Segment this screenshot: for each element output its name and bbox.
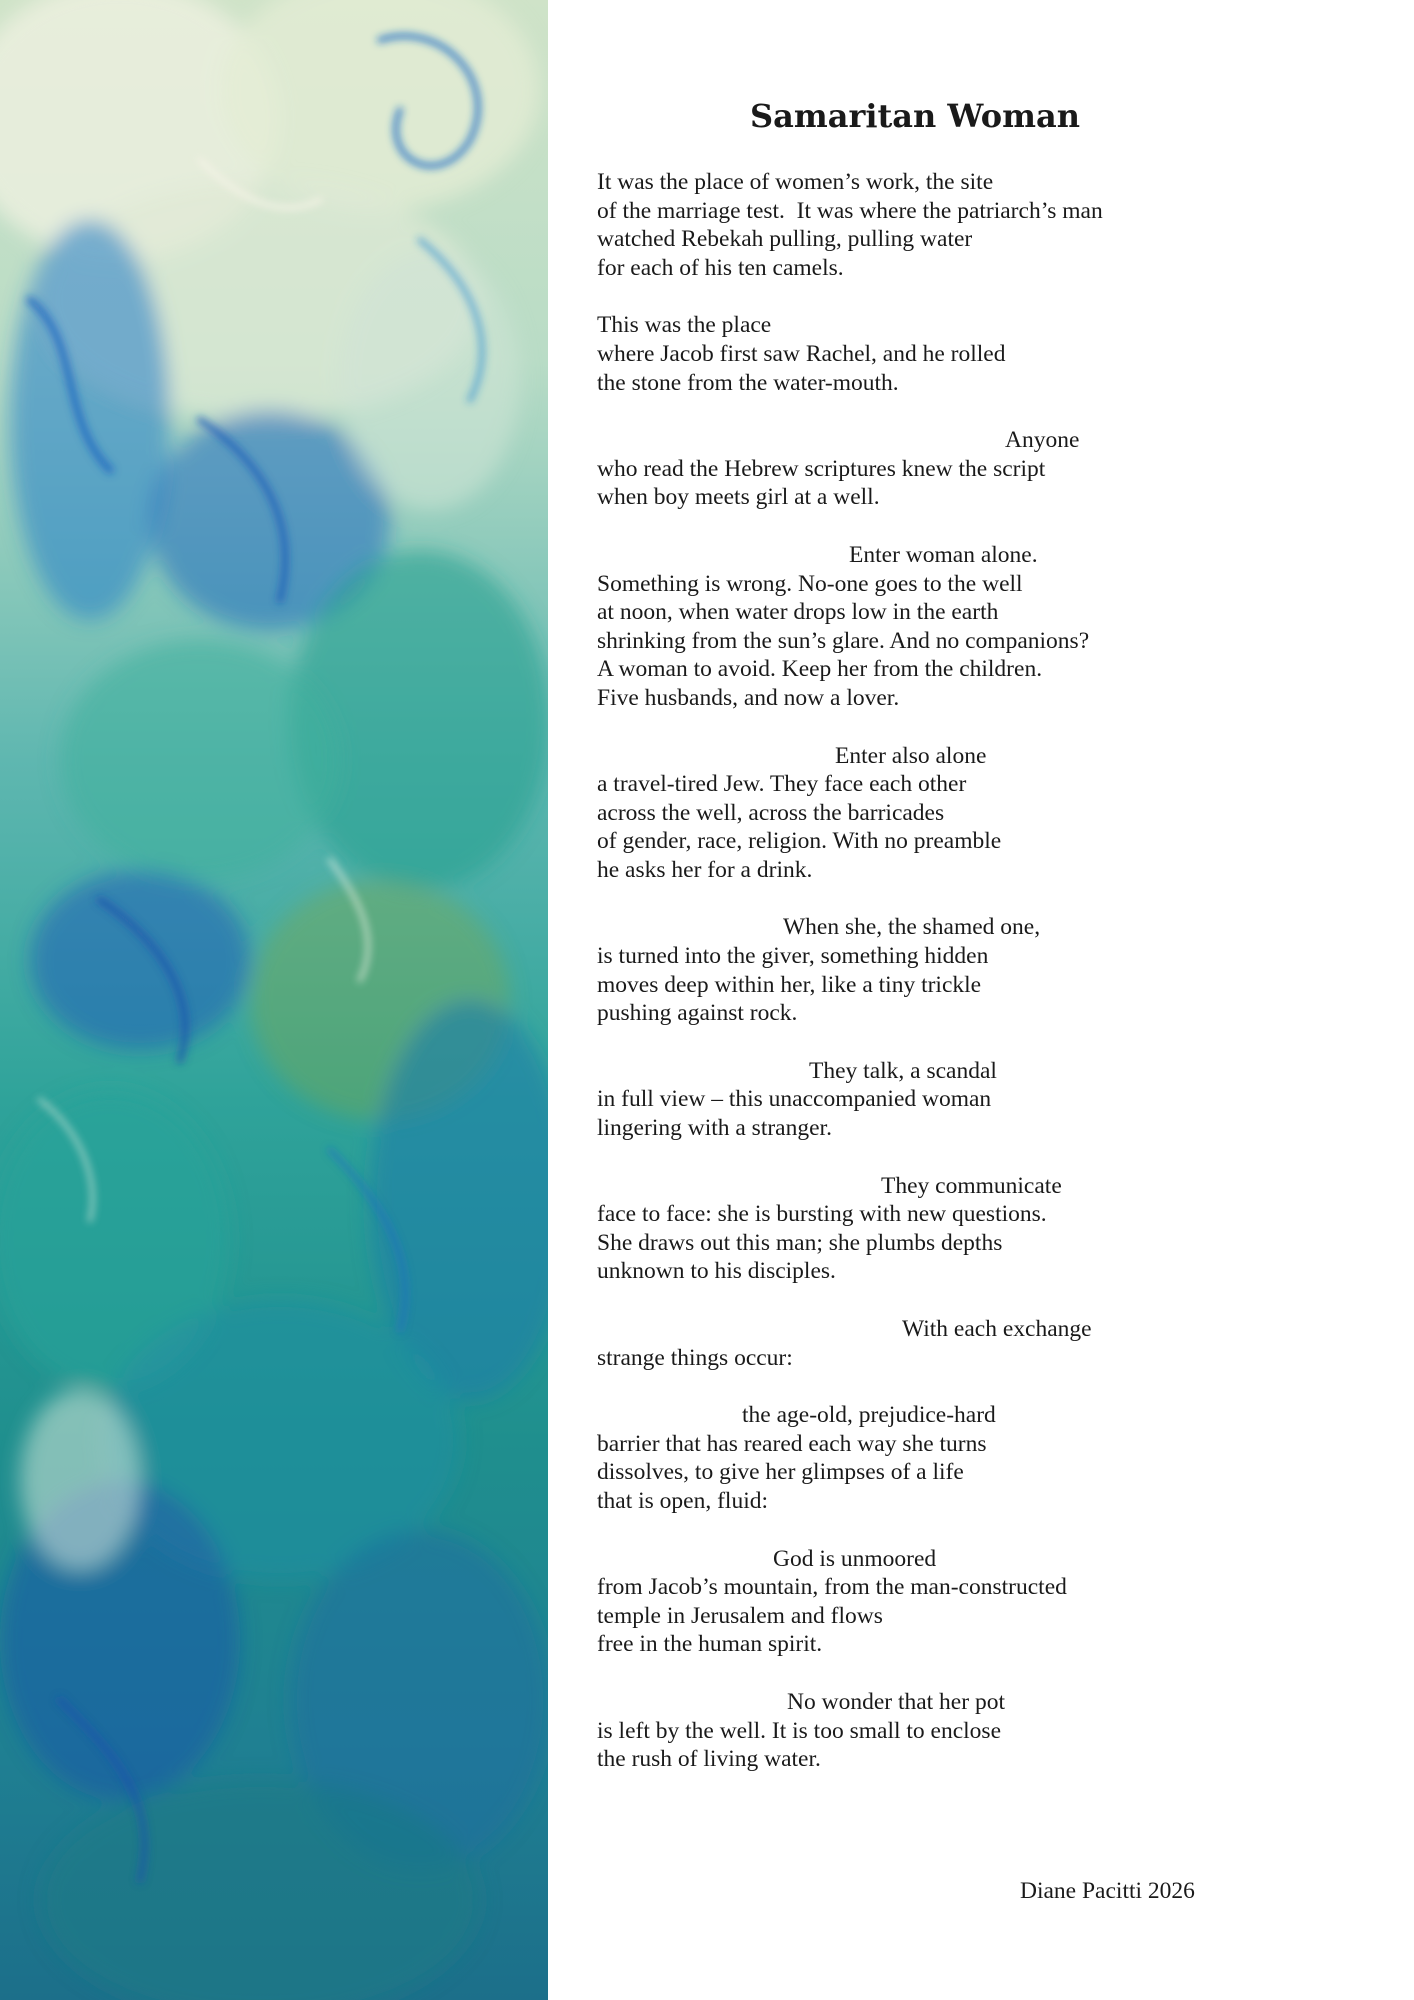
poem-line: It was the place of women’s work, the site (597, 169, 994, 195)
stanza (597, 168, 1377, 282)
poem-line: the age-old, prejudice-hard (742, 1402, 996, 1429)
poem-line: Enter woman alone. (849, 541, 1038, 568)
poem-line: Something is wrong. No-one goes to the well (597, 570, 1023, 597)
poem-line: that is open, fluid: (597, 1487, 769, 1514)
poem-line: watched Rebekah pulling, pulling water (597, 226, 973, 253)
poem-line: in full view – this unaccompanied woman (597, 1086, 992, 1113)
painting-texture (0, 0, 548, 2000)
poem (597, 92, 1377, 1803)
poem-line: moves deep within her, like a tiny trickle (597, 971, 982, 998)
poem-line: he asks her for a drink. (597, 856, 813, 883)
poem-line: They talk, a scandal (809, 1057, 997, 1084)
poem-line: With each exchange (902, 1316, 1092, 1342)
stanza (597, 1315, 1377, 1372)
stanza (597, 913, 1377, 1027)
poem-line: of the marriage test. It was where the patriarch’s man (597, 197, 1103, 224)
poem-line: God is unmoored (773, 1545, 937, 1572)
poem-line: unknown to his disciples. (597, 1258, 836, 1285)
poem-line: when boy meets girl at a well. (597, 484, 880, 511)
poem-line: from Jacob’s mountain, from the man-constructed (597, 1574, 1067, 1601)
poem-line: at noon, when water drops low in the earth (597, 599, 999, 626)
poem-line: pushing against rock. (597, 1000, 798, 1027)
stanza (597, 1688, 1377, 1774)
stanza (597, 1401, 1377, 1515)
poem-line: When she, the shamed one, (783, 914, 1041, 941)
poem-line: for each of his ten camels. (597, 254, 844, 281)
poem-line: This was the place (597, 312, 772, 339)
poem-line: They communicate (881, 1172, 1062, 1199)
poem-line: Five husbands, and now a lover. (597, 684, 900, 711)
stanza (597, 426, 1377, 512)
poem-line: where Jacob first saw Rachel, and he rolled (597, 340, 1006, 367)
stanza (597, 541, 1377, 713)
poem-line: face to face: she is bursting with new questions. (597, 1201, 1047, 1228)
poem-line: who read the Hebrew scriptures knew the script (597, 455, 1046, 482)
poem-line: of gender, race, religion. With no preamble (597, 828, 1002, 855)
stanza (597, 311, 1377, 397)
poem-line: temple in Jerusalem and flows (597, 1602, 883, 1629)
poem-line: shrinking from the sun’s glare. And no companions? (597, 627, 1090, 654)
poem-line: No wonder that her pot (787, 1688, 1005, 1715)
poem-line: is left by the well. It is too small to enclose (597, 1717, 1001, 1744)
stanza (597, 742, 1377, 885)
author-signature: Diane Pacitti 2026 (1020, 1878, 1195, 1904)
poem-line: She draws out this man; she plumbs depths (597, 1229, 1003, 1256)
poem-title: Samaritan Woman (750, 97, 1080, 135)
stanza (597, 1172, 1377, 1286)
poem-line: dissolves, to give her glimpses of a life (597, 1459, 964, 1486)
poem-line: lingering with a stranger. (597, 1115, 832, 1142)
poem-line: the rush of living water. (597, 1746, 821, 1773)
stanza (597, 1545, 1377, 1659)
poem-line: barrier that has reared each way she turns (597, 1430, 987, 1457)
poem-line: Anyone (1005, 427, 1080, 454)
poem-line: is turned into the giver, something hidden (597, 943, 989, 970)
abstract-painting (0, 0, 548, 2000)
poem-line: a travel-tired Jew. They face each other (597, 771, 967, 798)
poem-line: across the well, across the barricades (597, 799, 945, 826)
poem-line: free in the human spirit. (597, 1631, 823, 1658)
stanza (597, 1057, 1377, 1143)
poem-line: the stone from the water-mouth. (597, 369, 899, 396)
poem-line: A woman to avoid. Keep her from the children. (597, 656, 1043, 683)
poem-line: Enter also alone (835, 742, 987, 769)
poem-line: strange things occur: (597, 1344, 793, 1371)
